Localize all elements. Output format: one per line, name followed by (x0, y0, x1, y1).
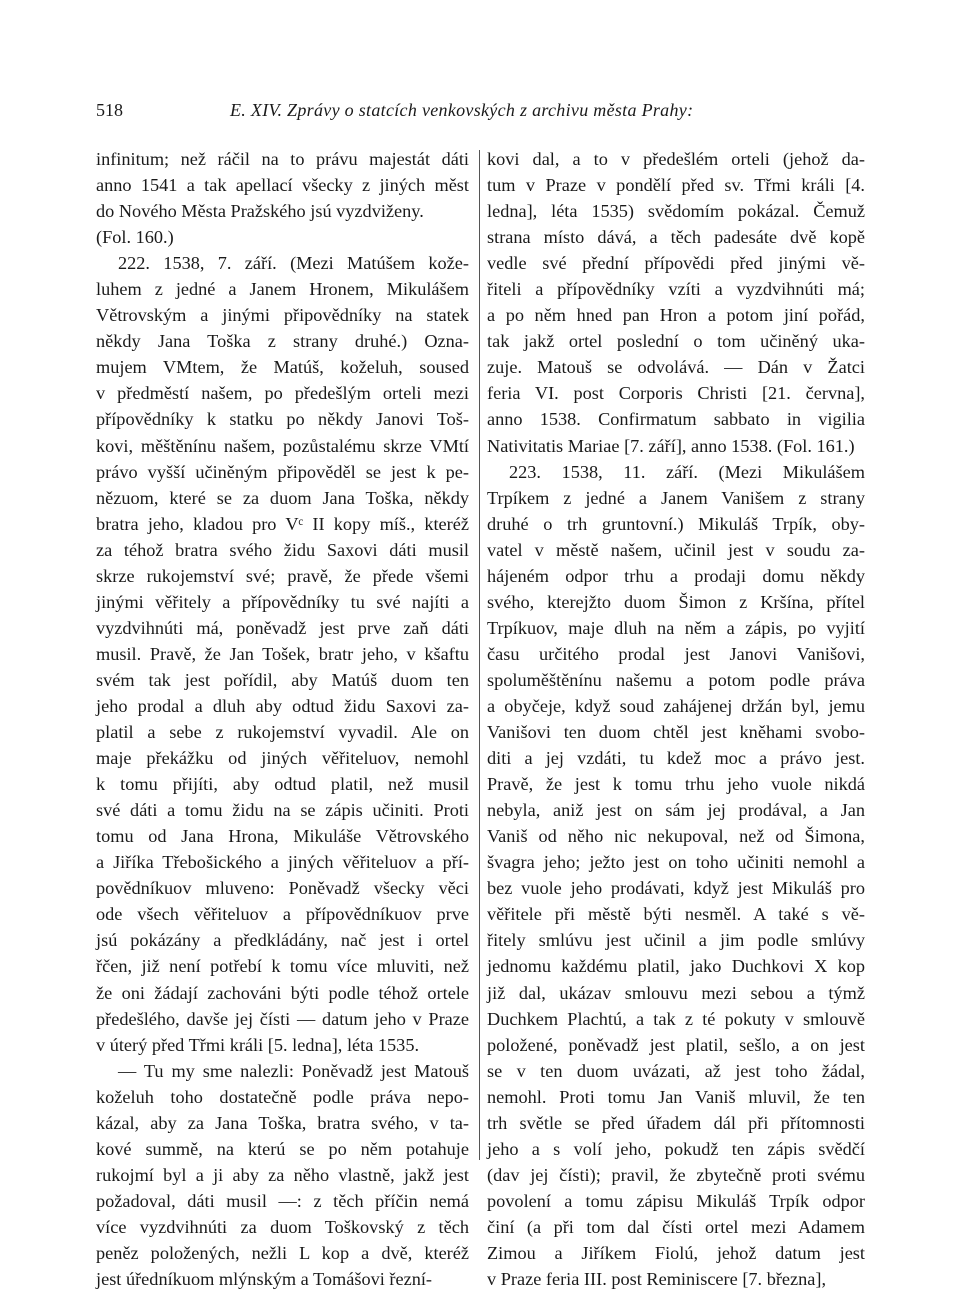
text-line: položené, poněvadž jest platil, sešlo, a on jest (487, 1034, 865, 1055)
text-line: nebyla, aniž jest on sám jej prodával, a Jan (487, 800, 865, 821)
text-line: řčen, již není potřebí k tomu více mluviti, než (96, 956, 469, 977)
text-line: ledna], léta 1535) svědomím pokázal. Čemuž (487, 201, 865, 222)
text-line: více vyzdvihnúti za duom Toškovský z těch (96, 1216, 469, 1237)
text-line: jednomu každému platil, jako Duchkovi X kop (487, 956, 865, 977)
text-line: již dal, ukázav smlouvu mezi sebou a týmž (487, 982, 865, 1003)
text-line: právo vyšší učiněným připověděl se jest k pe- (96, 461, 469, 482)
text-line: v předměstí našem, po předešlým orteli mezi (96, 383, 469, 404)
text-line: — Tu my sme nalezli: Poněvadž jest Matouš (118, 1060, 469, 1081)
text-line: trh světle se před úřadem dál při přítomnosti (487, 1112, 865, 1133)
text-line: do Nového Města Pražského jsú vyzdviženy. (96, 201, 424, 222)
text-line: času určitého prodal jest Janovi Vanišovi, (487, 643, 865, 664)
right-text-column (487, 146, 865, 1292)
text-line: jest úředníkuom mlýnským a Tomášovi řezní- (96, 1269, 433, 1290)
text-line: spoluměštěnínu našemu a potom podle práva (487, 669, 865, 690)
text-line: tak jakž ortel poslední o tom učiněný uka- (487, 331, 865, 352)
text-line: nězuom, které se za duom Jana Toška, někdy (96, 487, 469, 508)
text-line: za téhož bratra svého židu Saxovi dáti musil (96, 539, 469, 560)
text-line: Zimou a Jiříkem Fiolú, jehož datum jest (487, 1242, 865, 1263)
text-line: vatel v městě našem, učinil jest v soudu za- (487, 539, 865, 560)
text-line: hájeném odpor trhu a prodaji domu někdy (487, 565, 865, 586)
text-line: své dáti a tomu židu na se zápis učiniti. Proti (96, 800, 469, 821)
text-line: anno 1538. Confirmatum sabbato in vigilia (487, 409, 865, 430)
text-line: rukojmí byl a ji aby za něho vlastně, jakž jest (96, 1164, 469, 1185)
running-title: E. XIV. Zprávy o statcích venkovských z archivu města Prahy: (230, 100, 694, 120)
text-line: (Fol. 160.) (96, 227, 174, 248)
text-line: řitely smlúvu jest učinil a jim podle smlúvy (487, 930, 865, 951)
text-line: povědníkuov mluveno: Poněvadž všecky věci (96, 878, 469, 899)
text-line: kové summě, na kterú se po něm potahuje (96, 1138, 469, 1159)
text-line: platil a sebe z rukojemství vyvadil. Ale on (96, 722, 469, 743)
text-line: feria VI. post Corporis Christi [21. června], (487, 383, 865, 404)
text-line: požadoval, dáti musil —: z těch příčin nemá (96, 1190, 469, 1211)
text-line: tomu od Jana Hrona, Mikuláše Větrovského (96, 826, 469, 847)
text-line: předešlého, davše jej čísti — datum jeho v Praze (96, 1008, 469, 1029)
text-line: a po něm hned pan Hron a potom jiní pořád, (487, 305, 865, 326)
text-line: Vanišovi ten duom chtěl jest kněhami svobo- (487, 722, 865, 743)
text-line: nemohl. Proti tomu Jan Vaniš mluvil, že ten (487, 1086, 865, 1107)
text-line: maje překážku od jiných věřiteluov, nemohl (96, 748, 469, 769)
text-line: luhem z jedné a Janem Hronem, Mikulášem (96, 279, 469, 300)
text-line: přípovědníky k statku po někdy Janovi Toš- (96, 409, 469, 430)
text-line: tum v Praze v pondělí před sv. Třmi králi [4. (487, 175, 865, 196)
text-line: švagra jeho; ježto jest on toho učiniti nemohl a (487, 852, 865, 873)
text-line: kovi dal, a to v předešlém orteli (jehož da- (487, 149, 865, 169)
text-line: diti a jej vzdáti, tu kdež moc a právo jest. (487, 748, 865, 769)
text-line: k tomu přijíti, aby odtud platil, než musil (96, 774, 469, 795)
text-line: skrze rukojemství své; pravě, že přede všemi (96, 565, 469, 586)
text-line: bez vuole jeho prodávati, když jest Mikuláš pro (487, 878, 865, 899)
text-line: kovi, měštěnínu našem, pozůstalému skrze VMtí (96, 435, 469, 456)
text-line: bratra jeho, kladou pro Vᶜ II kopy míš., kteréž (96, 513, 469, 534)
left-text-column (96, 146, 469, 1292)
text-line: peněz položených, nežli L kop a dvě, kteréž (96, 1242, 469, 1263)
text-line: infinitum; než ráčil na to právu majestát dáti (96, 149, 469, 169)
text-line: jinými věřitely a přípovědníky tu své najíti a (96, 591, 469, 612)
text-line: a obyčeje, když soud zahájenej držán byl, jemu (487, 695, 865, 716)
text-line: 223. 1538, 11. září. (Mezi Mikulášem (509, 461, 865, 482)
text-line: vyzdvihnúti má, poněvadž jest prve zaň dáti (96, 617, 469, 638)
text-line: zuje. Matouš se odvolává. — Dán v Žatci (487, 357, 865, 378)
text-line: musil. Pravě, že Jan Tošek, bratr jeho, v kšaftu (96, 643, 469, 664)
text-line: Vaniš od něho nic nekupoval, než od Šimona, (487, 826, 865, 847)
text-line: činí (a při tom dal čísti ortel mezi Adamem (487, 1216, 865, 1237)
text-line: svém tak jest pořídil, aby Matúš duom ten (96, 669, 469, 690)
text-line: druhé o trh gruntovní.) Mikuláš Trpík, oby- (487, 513, 865, 534)
text-line: (dav jej čísti); pravil, že zbytečně proti svému (487, 1164, 865, 1185)
text-line: že oni žádají zachováni býti podle téhož ortele (96, 982, 469, 1003)
text-line: kázal, aby za Jana Toška, bratra svého, v ta- (96, 1112, 469, 1133)
text-line: v Praze feria III. post Reminiscere [7. března], (487, 1269, 827, 1290)
text-line: jsú pokázány a předkládány, nač jest i ortel (96, 930, 469, 951)
text-line: Trpíkuov, maje dluh na něm a zápis, po vyjití (487, 617, 865, 638)
text-line: koželuh toho dostatečně podle práva nepo- (96, 1086, 469, 1107)
text-line: Větrovským a jinými připovědníky na statek (96, 305, 469, 326)
text-line: 222. 1538, 7. září. (Mezi Matúšem kože- (118, 253, 469, 274)
text-line: anno 1541 a tak apellací všecky z jiných měst (96, 175, 469, 196)
column-divider (479, 150, 480, 1160)
text-line: Pravě, že jest k tomu trhu jeho vuole nikdá (487, 774, 865, 795)
text-line: se v ten duom uvázati, až jest toho žádal, (487, 1060, 865, 1081)
text-line: ode všech věřiteluov a přípovědníkuov prve (96, 904, 469, 925)
text-line: svého, kterejžto duom Šimon z Kršína, přítel (487, 591, 865, 612)
text-line: v úterý před Třmi králi [5. ledna], léta 1535. (96, 1034, 420, 1055)
text-line: někdy Jana Toška z strany druhé.) Ozna- (96, 331, 469, 352)
text-line: Nativitatis Mariae [7. září], anno 1538. (Fol. 161.) (487, 435, 855, 456)
text-line: jeho prodal a dluh aby odtud židu Saxovi za- (96, 695, 469, 716)
text-line: Duchkem Plachtú, a tak z té pokuty v smlouvě (487, 1008, 865, 1029)
text-line: a Jiříka Třebošického a jiných věřiteluov a pří- (96, 852, 469, 873)
page-number: 518 (96, 100, 123, 120)
text-line: řiteli a přípovědníky vzíti a vyzdvihnúti má; (487, 279, 865, 300)
text-line: mujem VMtem, že Matúš, koželuh, soused (96, 357, 469, 378)
text-line: vedle své přední přípovědi před jinými vě- (487, 253, 865, 274)
text-line: strana místo dává, a těch padesáte dvě kopě (487, 227, 865, 248)
text-line: Trpíkem z jedné a Janem Vanišem z strany (487, 487, 865, 508)
text-line: věřitele při městě býti nesměl. A také s vě- (487, 904, 865, 925)
text-line: povolení a tomu zápisu Mikuláš Trpík odpor (487, 1190, 865, 1211)
text-line: jeho a s volí jeho, pokudž ten zápis svědčí (487, 1138, 865, 1159)
page-header (96, 100, 866, 130)
